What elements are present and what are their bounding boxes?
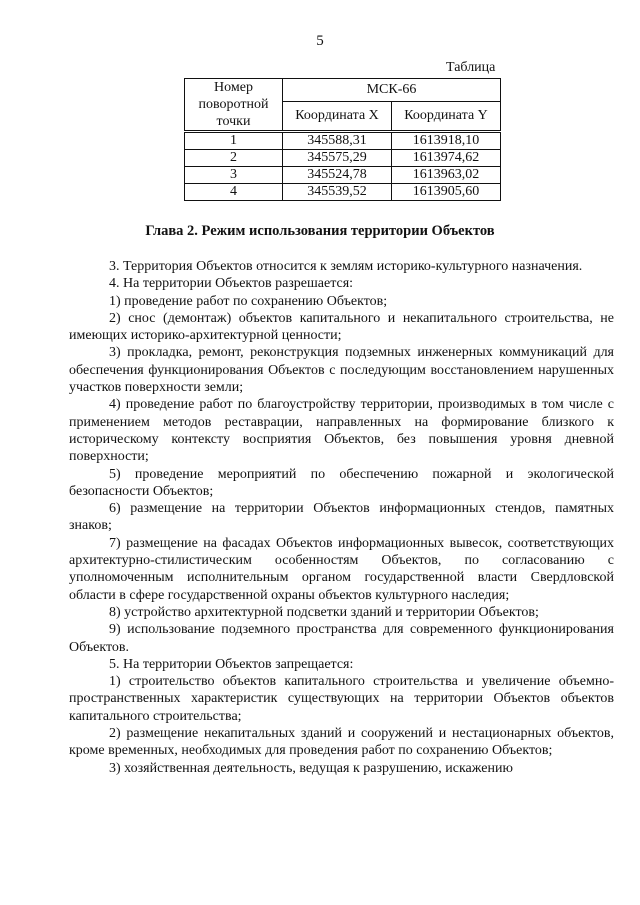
coordinate-y: 1613918,10 xyxy=(392,132,501,150)
coordinates-table xyxy=(184,78,501,201)
table-row xyxy=(185,150,501,167)
paragraph: 4. На территории Объектов разрешается: xyxy=(109,276,354,292)
coordinate-y: 1613974,62 xyxy=(392,150,501,167)
paragraph: 5. На территории Объектов запрещается: xyxy=(109,656,354,672)
paragraph: 1) строительство объектов капитального строительства и увеличение объемно-пространственных характеристик существующих на территории Объектов объектов капитального строительства; xyxy=(69,674,614,724)
paragraph: 6) размещение на территории Объектов информационных стендов, памятных знаков; xyxy=(69,501,614,534)
paragraph: 7) размещение на фасадах Объектов информационных вывесок, соответствующих архитектурно-стилистическим особенностям Объектов, по согласованию с уполномоченным исполнительным органом государственной власти Свердловской области в сфере государственной охраны объектов культурного наследия; xyxy=(69,535,614,603)
page-number: 5 xyxy=(316,33,324,49)
paragraph: 2) снос (демонтаж) объектов капитального и некапитального строительства, не имеющих историко-архитектурной ценности; xyxy=(69,310,614,344)
header-coordinate-system: МСК-66 xyxy=(283,79,501,102)
body-text xyxy=(69,258,614,777)
coordinate-x: 345588,31 xyxy=(283,132,392,150)
paragraph: 3. Территория Объектов относится к землям историко-культурного назначения. xyxy=(109,259,583,274)
point-number: 1 xyxy=(185,132,283,150)
chapter-title: Глава 2. Режим использования территории Объектов xyxy=(145,223,495,239)
point-number: 4 xyxy=(185,184,283,201)
paragraph: 1) проведение работ по сохранению Объектов; xyxy=(109,293,388,309)
table-row xyxy=(185,132,501,150)
coordinate-x: 345524,78 xyxy=(283,167,392,184)
header-coordinate-x: Координата X xyxy=(283,102,392,132)
paragraph: 9) использование подземного пространства для современного функционирования Объектов. xyxy=(69,622,614,655)
paragraph: 3) хозяйственная деятельность, ведущая к разрушению, искажению xyxy=(109,760,513,776)
point-number: 2 xyxy=(185,150,283,167)
paragraph: 5) проведение мероприятий по обеспечению пожарной и экологической безопасности Объектов; xyxy=(69,466,614,499)
paragraph: 8) устройство архитектурной подсветки зданий и территории Объектов; xyxy=(109,604,539,620)
paragraph: 3) прокладка, ремонт, реконструкция подземных инженерных коммуникаций для обеспечения функционирования Объектов с последующим восстановлением нарушенных участков поверхности земли; xyxy=(69,345,614,396)
coordinate-x: 345575,29 xyxy=(283,150,392,167)
coordinate-x: 345539,52 xyxy=(283,184,392,201)
header-coordinate-y: Координата Y xyxy=(392,102,501,132)
coordinate-y: 1613905,60 xyxy=(392,184,501,201)
paragraph: 2) размещение некапитальных зданий и сооружений и нестационарных объектов, кроме временных, необходимых для проведения работ по сохранению Объектов; xyxy=(69,726,614,759)
header-point-number: Номер поворотной точки xyxy=(185,79,283,132)
coordinate-y: 1613963,02 xyxy=(392,167,501,184)
table-caption: Таблица xyxy=(446,60,496,75)
paragraph: 4) проведение работ по благоустройству территории, производимых в том числе с применением методов реставрации, направленных на формирование близкого к историческому контексту восприятия Объектов, без повышения уровня дневной поверхности; xyxy=(69,397,614,465)
table-row xyxy=(185,184,501,201)
table-row xyxy=(185,167,501,184)
point-number: 3 xyxy=(185,167,283,184)
